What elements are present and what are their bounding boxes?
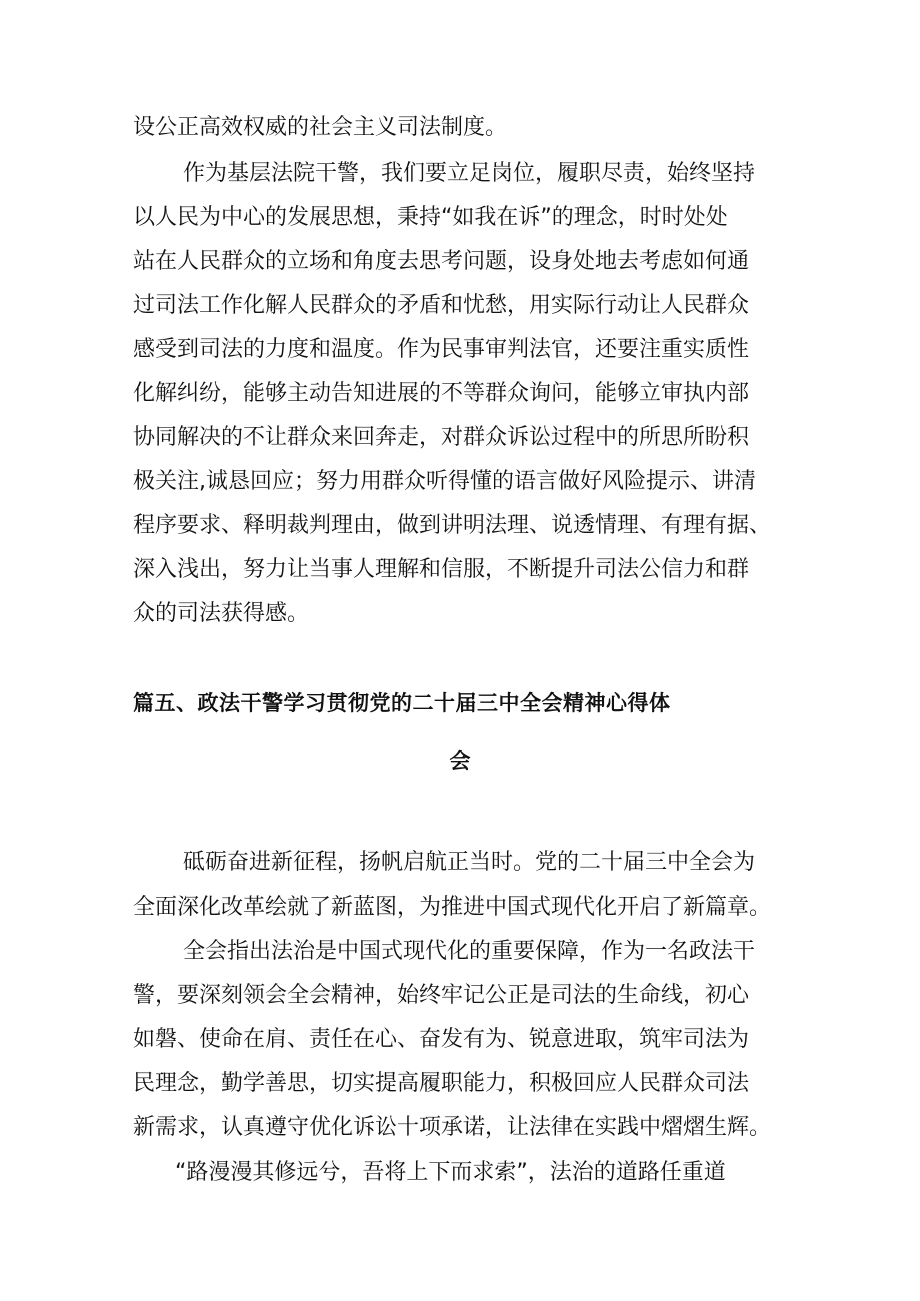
paragraph-line: 深入浅出，努力让当事人理解和信服，不断提升司法公信力和群: [133, 557, 750, 582]
paragraph-line: 警，要深刻领会全会精神，始终牢记公正是司法的生命线，初心: [133, 983, 750, 1008]
paragraph-line: 以人民为中心的发展思想，秉持“如我在诉”的理念，时时处处: [133, 205, 728, 230]
paragraph-line: 化解纠纷，能够主动告知进展的不等群众询问，能够立审执内部: [133, 381, 750, 406]
paragraph-line: 如磐、使命在肩、责任在心、奋发有为、锐意进取，筑牢司法为: [133, 1027, 750, 1052]
paragraph-line: 感受到司法的力度和温度。作为民事审判法官，还要注重实质性: [133, 337, 750, 362]
paragraph-line: 设公正高效权威的社会主义司法制度。: [133, 115, 508, 140]
section-heading: 篇五、政法干警学习贯彻党的二十届三中全会精神心得体: [133, 691, 671, 715]
paragraph-line: 极关注,诚恳回应；努力用群众听得懂的语言做好风险提示、讲清: [133, 469, 756, 494]
paragraph-line: 众的司法获得感。: [133, 601, 310, 626]
paragraph-line: 全面深化改革绘就了新蓝图，为推进中国式现代化开启了新篇章。: [133, 895, 772, 920]
paragraph-line: 站在人民群众的立场和角度去思考问题，设身处地去考虑如何通: [133, 249, 750, 274]
paragraph-line: 全会指出法治是中国式现代化的重要保障，作为一名政法干: [183, 939, 756, 964]
paragraph-line: 过司法工作化解人民群众的矛盾和忧愁，用实际行动让人民群众: [133, 293, 750, 318]
paragraph-line: 新需求，认真遵守优化诉讼十项承诺，让法律在实践中熠熠生辉。: [133, 1115, 772, 1140]
paragraph-line: “路漫漫其修远兮，吾将上下而求索”，法治的道路任重道: [175, 1160, 726, 1185]
section-heading-continued: 会: [449, 749, 471, 773]
paragraph-line: 砥砺奋进新征程，扬帆启航正当时。党的二十届三中全会为: [183, 850, 756, 875]
paragraph-line: 程序要求、释明裁判理由，做到讲明法理、说透情理、有理有据、: [133, 513, 772, 538]
paragraph-line: 协同解决的不让群众来回奔走，对群众诉讼过程中的所思所盼积: [133, 425, 750, 450]
paragraph-line: 作为基层法院干警，我们要立足岗位，履职尽责，始终坚持: [183, 161, 756, 186]
paragraph-line: 民理念，勤学善思，切实提高履职能力，积极回应人民群众司法: [133, 1071, 750, 1096]
